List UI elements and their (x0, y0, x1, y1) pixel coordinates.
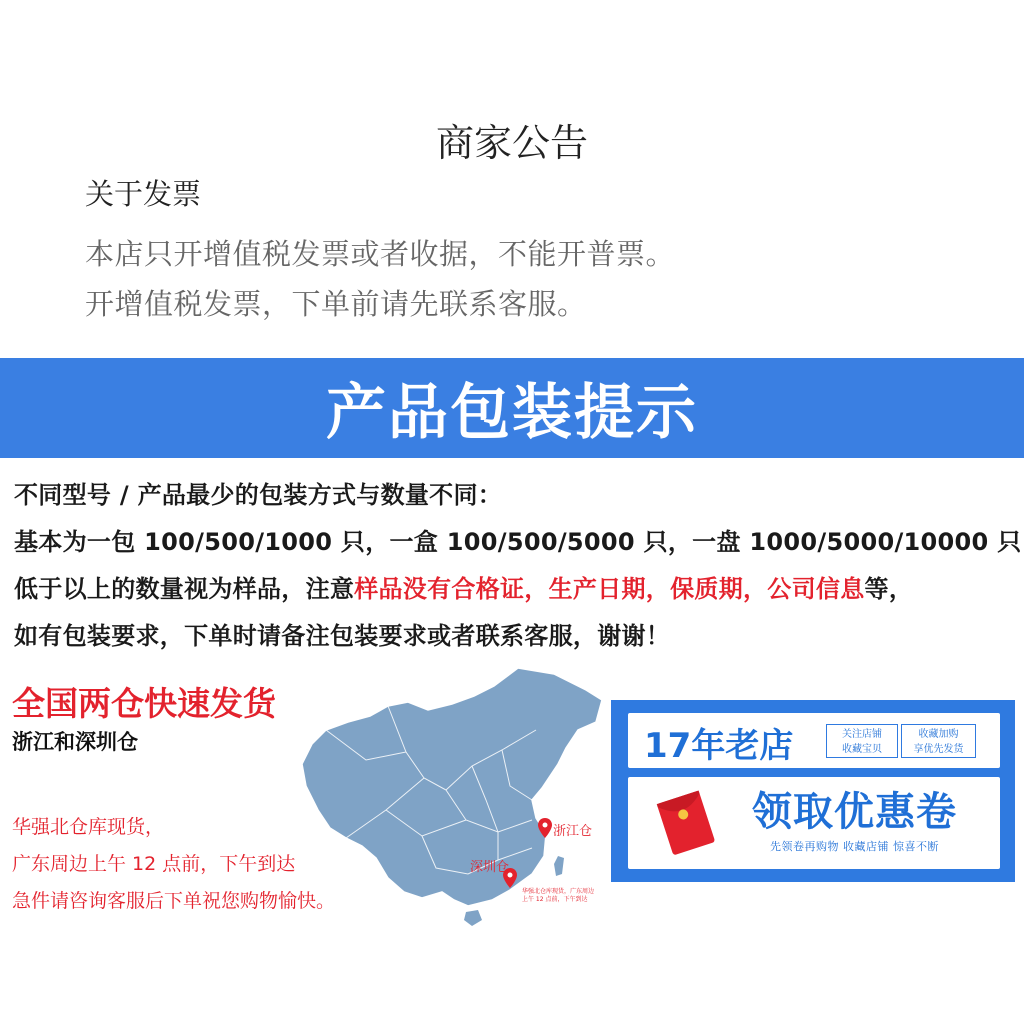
notice-line-1: 本店只开增值税发票或者收据，不能开普票。 (85, 237, 676, 271)
packaging-line-1: 不同型号 / 产品最少的包装方式与数量不同： (14, 481, 503, 509)
warehouse-title: 全国两仓快速发货 (12, 684, 276, 723)
map-pin-note-line-1: 华强北仓库现货，广东周边 (522, 888, 595, 895)
map-island-hainan (464, 910, 482, 926)
notice-line-2: 开增值税发票，下单前请先联系客服。 (85, 287, 587, 321)
shenzhen-warehouse-label: 深圳仓 (470, 860, 510, 875)
map-island-taiwan (554, 856, 564, 876)
add-cart-tag-line-2: 享优先发货 (913, 744, 964, 755)
packaging-line-2: 基本为一包 100/500/1000 只，一盒 100/500/5000 只，一盘 1000/5000/10000 只 (14, 528, 1022, 556)
add-cart-tag[interactable] (901, 724, 976, 758)
packaging-banner (0, 358, 1024, 458)
warehouse-subtitle: 浙江和深圳仓 (12, 730, 138, 754)
red-envelope-icon (652, 790, 720, 856)
packaging-banner-title: 产品包装提示 (326, 378, 698, 448)
zhejiang-warehouse-label: 浙江仓 (553, 824, 593, 839)
warehouse-note-2: 广东周边上午 12 点前，下午到达 (12, 853, 296, 875)
zhejiang-pin-icon (538, 818, 552, 838)
packaging-line-3-prefix: 低于以上的数量视为样品，注意 (14, 575, 355, 603)
notice-subtitle: 关于发票 (85, 177, 202, 211)
packaging-line-3 (14, 569, 1019, 604)
coupon-subtitle: 先领卷再购物 收藏店铺 惊喜不断 (770, 840, 939, 853)
packaging-warning: 样品没有合格证，生产日期，保质期，公司信息 (354, 575, 865, 603)
follow-shop-tag-line-2: 收藏宝贝 (842, 744, 882, 755)
shop-age-title: 17年老店 (644, 726, 794, 766)
warehouse-note-3: 急件请咨询客服后下单祝您购物愉快。 (12, 890, 336, 912)
follow-shop-tag-line-1: 关注店铺 (842, 729, 882, 740)
packaging-line-3-suffix: 等， (864, 575, 914, 603)
add-cart-tag-line-1: 收藏加购 (918, 729, 959, 740)
map-pin-note (522, 888, 594, 904)
follow-shop-tag[interactable] (826, 724, 898, 758)
map-pin-note-line-2: 上午 12 点前，下午到达 (522, 896, 588, 903)
warehouse-note-1: 华强北仓库现货， (12, 816, 165, 838)
coupon-title: 领取优惠卷 (752, 789, 957, 835)
notice-title: 商家公告 (435, 121, 588, 165)
packaging-line-4: 如有包装要求，下单时请备注包装要求或者联系客服，谢谢！ (14, 622, 671, 650)
